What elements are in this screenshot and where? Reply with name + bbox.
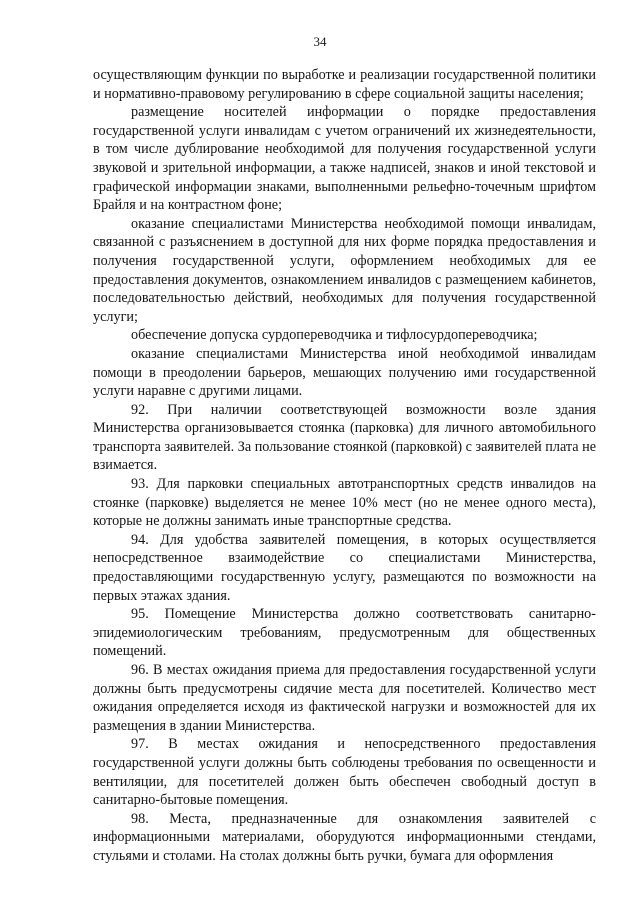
page-number: 34	[313, 34, 327, 49]
paragraph-94: 94. Для удобства заявителей помещения, в которых осуществляется непосредственное взаимодействие со специалистами Министерства, предоставляющими государственную услугу, размещаются по возможности на первых этажах здания.	[93, 531, 596, 604]
paragraph-95: 95. Помещение Министерства должно соответствовать санитарно-эпидемиологическим требованиям, предусмотренным для общественных помещений.	[93, 606, 596, 660]
paragraph-specialist-assistance: оказание специалистами Министерства необходимой помощи инвалидам, связанной с разъяснением в доступной для них форме порядка предоставления и получения государственной услуги, оформлением необходимых для ее предоставления документов, ознакомлением инвалидов с размещением кабинетов, последовательностью действий, необходимых для получения государственной услуги;	[93, 215, 596, 325]
paragraph-96: 96. В местах ожидания приема для предоставления государственной услуги должны быть предусмотрены сидячие места для посетителей. Количество мест ожидания определяется исходя из фактической нагрузки и возможностей для их размещения в здании Министерства.	[93, 662, 596, 734]
paragraph-97: 97. В местах ожидания и непосредственного предоставления государственной услуги должны быть соблюдены требования по освещенности и вентиляции, для посетителей должен быть обеспечен свободный доступ в санитарно-бытовые помещения.	[93, 736, 596, 809]
document-body	[93, 66, 596, 866]
paragraph-92: 92. При наличии соответствующей возможности возле здания Министерства организовывается стоянка (парковка) для личного автомобильного транспорта заявителей. За пользование стоянкой (парковкой) с заявителей плата не взимается.	[93, 401, 596, 474]
paragraph-continuation: осуществляющим функции по выработке и реализации государственной политики и нормативно-правовому регулированию в сфере социальной защиты населения;	[93, 67, 596, 102]
paragraph-info-carriers: размещение носителей информации о порядке предоставления государственной услуги инвалидам с учетом ограничений их жизнедеятельности, в том числе дублирование необходимой для получения государственной услуги звуковой и зрительной информации, а также надписей, знаков и иной текстовой и графической информации знаками, выполненными рельефно-точечным шрифтом Брайля и на контрастном фоне;	[93, 104, 596, 214]
paragraph-98: 98. Места, предназначенные для ознакомления заявителей с информационными материалами, оборудуются информационными стендами, стульями и столами. На столах должны быть ручки, бумага для оформления	[93, 810, 596, 864]
paragraph-93: 93. Для парковки специальных автотранспортных средств инвалидов на стоянке (парковке) выделяется не менее 10% мест (но не менее одного места), которые не должны занимать иные транспортные средства.	[93, 476, 596, 530]
paragraph-sign-language-access: обеспечение допуска сурдопереводчика и тифлосурдопереводчика;	[131, 327, 538, 344]
paragraph-other-assistance: оказание специалистами Министерства иной необходимой инвалидам помощи в преодолении барьеров, мешающих получению ими государственной услуги наравне с другими лицами.	[93, 345, 596, 400]
